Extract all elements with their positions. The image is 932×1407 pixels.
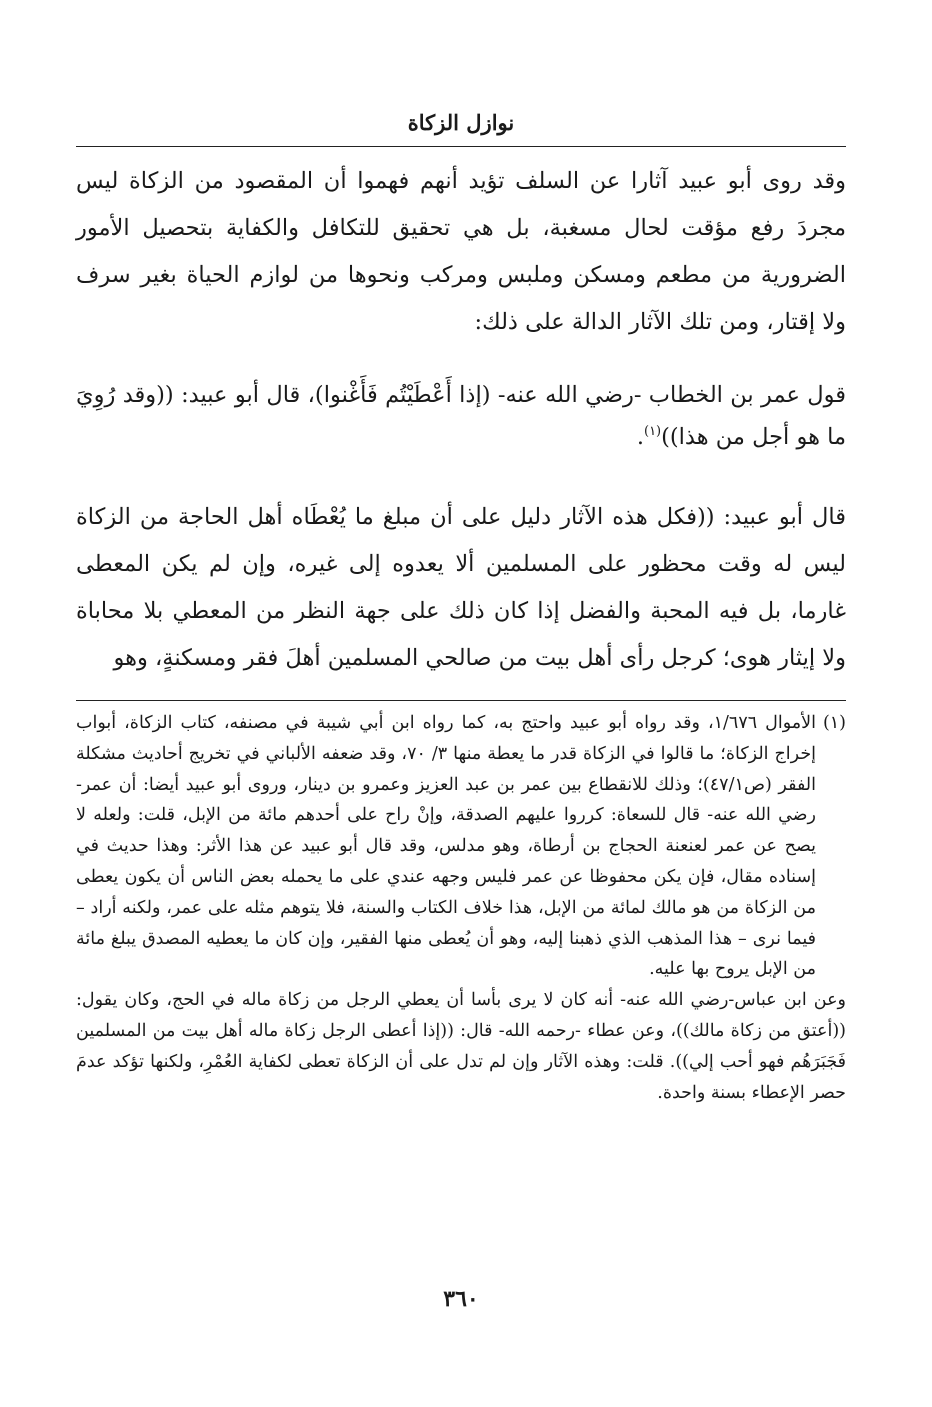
body-paragraph-2-text: قول عمر بن الخطاب -رضي الله عنه- (إذا أَعْطَيْتُم فَأَغْنوا)، قال أبو عبيد: ((وقد رُوِيَ ما هو أجل من هذا)) <box>76 382 846 450</box>
page-number: ٣٦٠ <box>443 1286 479 1312</box>
footnote-1 <box>76 708 846 985</box>
footnote-reference-1: (١) <box>643 424 662 439</box>
body-paragraph-2-end: . <box>636 424 644 450</box>
footnote-1-continuation: وعن ابن عباس-رضي الله عنه- أنه كان لا يرى بأسا أن يعطي الرجل من زكاة ماله في الحج، وكان يقول: ((أعتق من زكاة مالك))، وعن عطاء -رحمه الله- قال: ((إذا أعطى الرجل زكاة ماله أهل بيت من المسلمين فَجَبَرَهُم فهو أحب إلي)). قلت: وهذه الآثار وإن لم تدل على أن الزكاة تعطى لكفاية العُمْرِ، ولكنها تؤكد عدمَ حصر الإعطاء بسنة واحدة. <box>76 990 846 1103</box>
body-paragraph-2 <box>76 374 880 458</box>
header-divider <box>76 146 846 147</box>
running-header-title: نوازل الزكاة <box>407 110 515 135</box>
footnote-divider <box>76 700 846 701</box>
body-paragraph-3: قال أبو عبيد: ((فكل هذه الآثار دليل على أن مبلغ ما يُعْطَاه أهل الحاجة من الزكاة ليس له وقت محظور على المسلمين ألا يعدوه إلى غيره، وإن لم يكن المعطى غارما، بل فيه المحبة والفضل إذا كان ذلك على جهة النظر من المعطي بلا محاباة ولا إيثار هوى؛ كرجل رأى أهل بيت من صالحي المسلمين أهلَ فقر ومسكنةٍ، وهو <box>76 504 846 671</box>
footnote-1-text: الأموال ١/٦٧٦، وقد رواه أبو عبيد واحتج به، كما رواه ابن أبي شيبة في مصنفه، كتاب الزكاة، أبواب إخراج الزكاة؛ ما قالوا في الزكاة قدر ما يعطة منها ٣/ ٧٠، وقد ضعفه الألباني في تخريج أحاديث مشكلة الفقر (ص٤٧/١)؛ وذلك للانقطاع بين عمر بن عبد العزيز وعمرو بن دينار، وروى أبو عبيد أيضا: أن عمر-رضي الله عنه- قال للسعاة: كرروا عليهم الصدقة، وإنْ راح على أحدهم مائة من الإبل، قلت: ولعله لا يصح عن عمر لعنعنة الحجاج بن أرطاة، وهو مدلس، وقد قال أبو عبيد عن هذا الأثر: وهذا حديث في إسناده مقال، فإن يكن محفوظا عن عمر فليس وجهه عندي على ما يحمله بعض الناس أن يكون يعطى من الزكاة من هو مالك لمائة من الإبل، هذا خلاف الكتاب والسنة، فلا يتوهم مثله على عمر، ولكنه أراد – فيما نرى – هذا المذهب الذي ذهبنا إليه، وهو أن يُعطى منها الفقير، وإن كان ما يعطيه المصدق يبلغ مائة من الإبل يروح بها عليه. <box>76 713 817 980</box>
body-paragraph-1: وقد روى أبو عبيد آثارا عن السلف تؤيد أنهم فهموا أن المقصود من الزكاة ليس مجردَ رفع مؤقت لحال مسغبة، بل هي تحقيق للتكافل والكفاية بتحصيل الأمور الضرورية من مطعم ومسكن وملبس ومركب ونحوها من لوازم الحياة بغير سرف ولا إقتار، ومن تلك الآثار الدالة على ذلك: <box>76 168 846 335</box>
footnotes-section <box>76 708 846 1108</box>
footnote-1-marker: (١) <box>822 713 846 733</box>
